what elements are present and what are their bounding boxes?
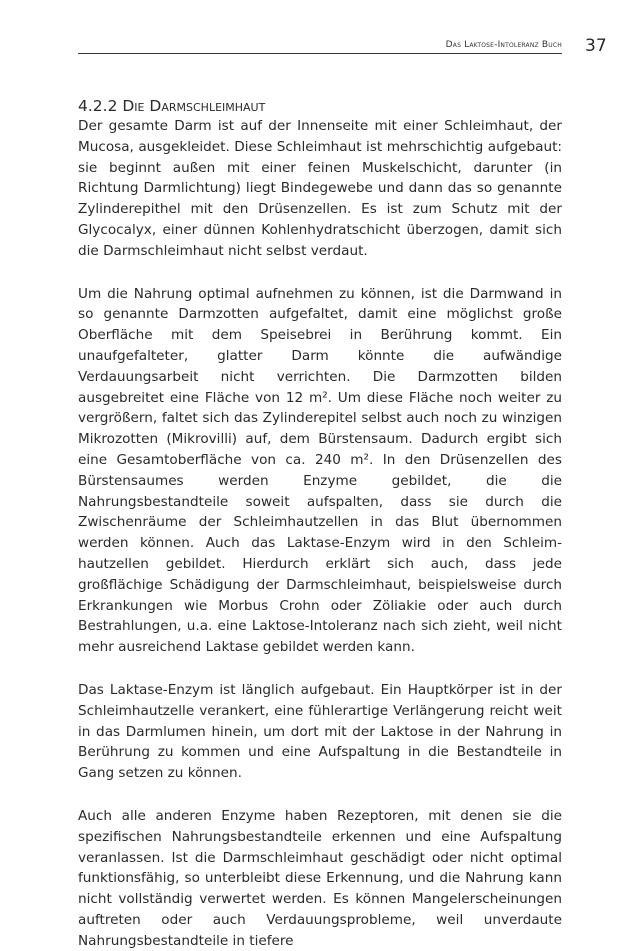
paragraph-rezeptoren: Auch alle anderen Enzyme haben Rezeptoren, mit denen sie die spezifischen Nahrungsbestandteile erkennen und eine Aufspaltung veranlassen. Ist die Darmschleimhaut geschädigt oder nicht optimal funktionsfähig, so unterbleibt diese Erkennung, und die Nahrung kann nicht vollständig verwertet werden. Es können Mangelerscheinungen auftreten oder auch Verdauungsprobleme, weil unverdaute Nahrungsbestandteile in tiefere	[78, 807, 562, 949]
paragraph-mucosa: Der gesamte Darm ist auf der Innenseite mit einer Schleimhaut, der Mucosa, ausgekleidet. Diese Schleimhaut ist mehrschichtig aufgebaut: sie beginnt außen mit einer feinen Muskelschicht, darunter (in Richtung Darmlichtung) liegt Bindegewebe und dann das so genannte Zylinderepithel mit den Drüsenzellen. Es ist zum Schutz mit der Glycocalyx, einer dünnen Kohlenhydratschicht überzogen, damit sich die Darmschleimhaut nicht selbst verdaut.	[78, 118, 562, 259]
page-body	[78, 96, 562, 951]
paragraph-darmzotten: Um die Nahrung optimal aufnehmen zu können, ist die Darmwand in so genannte Darmzotten aufgefaltet, damit eine möglichst große Oberfläche mit dem Speisebrei in Berührung kommt. Ein unaufgefalteter, glatter Darm könnte die aufwändige Verdauungsarbeit nicht verrichten. Die Darmzotten bilden ausgebreitet eine Fläche von 12 m². Um diese Fläche noch weiter zu vergrößern, faltet sich das Zylinderepitel selbst auch noch zu winzigen Mikrozotten (Mikrovilli) auf, dem Bürstensaum. Dadurch ergibt sich eine Gesamtoberfläche von ca. 240 m². In den Drüsenzellen des Bürstensaumes werden Enzyme gebildet, die die Nahrungsbestandteile soweit aufspalten, dass sie durch die Zwischenräume der Schleimhautzellen in das Blut übernommen werden können. Auch das Laktase-Enzym wird in den Schleimhautzellen gebildet. Hierdurch erklärt sich auch, dass jede großflächige Schädigung der Darmschleimhaut, beispielsweise durch Erkrankungen wie Morbus Crohn oder Zöliakie oder auch durch Bestrahlungen, u.a. eine Laktose-Intoleranz nach sich zieht, weil nicht mehr ausreichend Laktase gebildet werden kann.	[78, 285, 562, 656]
book-title: Das Laktose-Intoleranz Buch	[445, 40, 562, 50]
running-header	[78, 38, 562, 54]
page-number: 37	[585, 36, 607, 56]
paragraph-laktase-enzym: Das Laktase-Enzym ist länglich aufgebaut. Ein Hauptkörper ist in der Schleimhautzelle verankert, eine fühlerartige Verlängerung reicht weit in das Darmlumen hinein, um dort mit der Laktose in der Nahrung in Berührung zu kommen und eine Aufspaltung in die Bestandteile in Gang setzen zu können.	[78, 681, 562, 782]
section-heading: 4.2.2 Die Darmschleimhaut	[78, 97, 266, 115]
